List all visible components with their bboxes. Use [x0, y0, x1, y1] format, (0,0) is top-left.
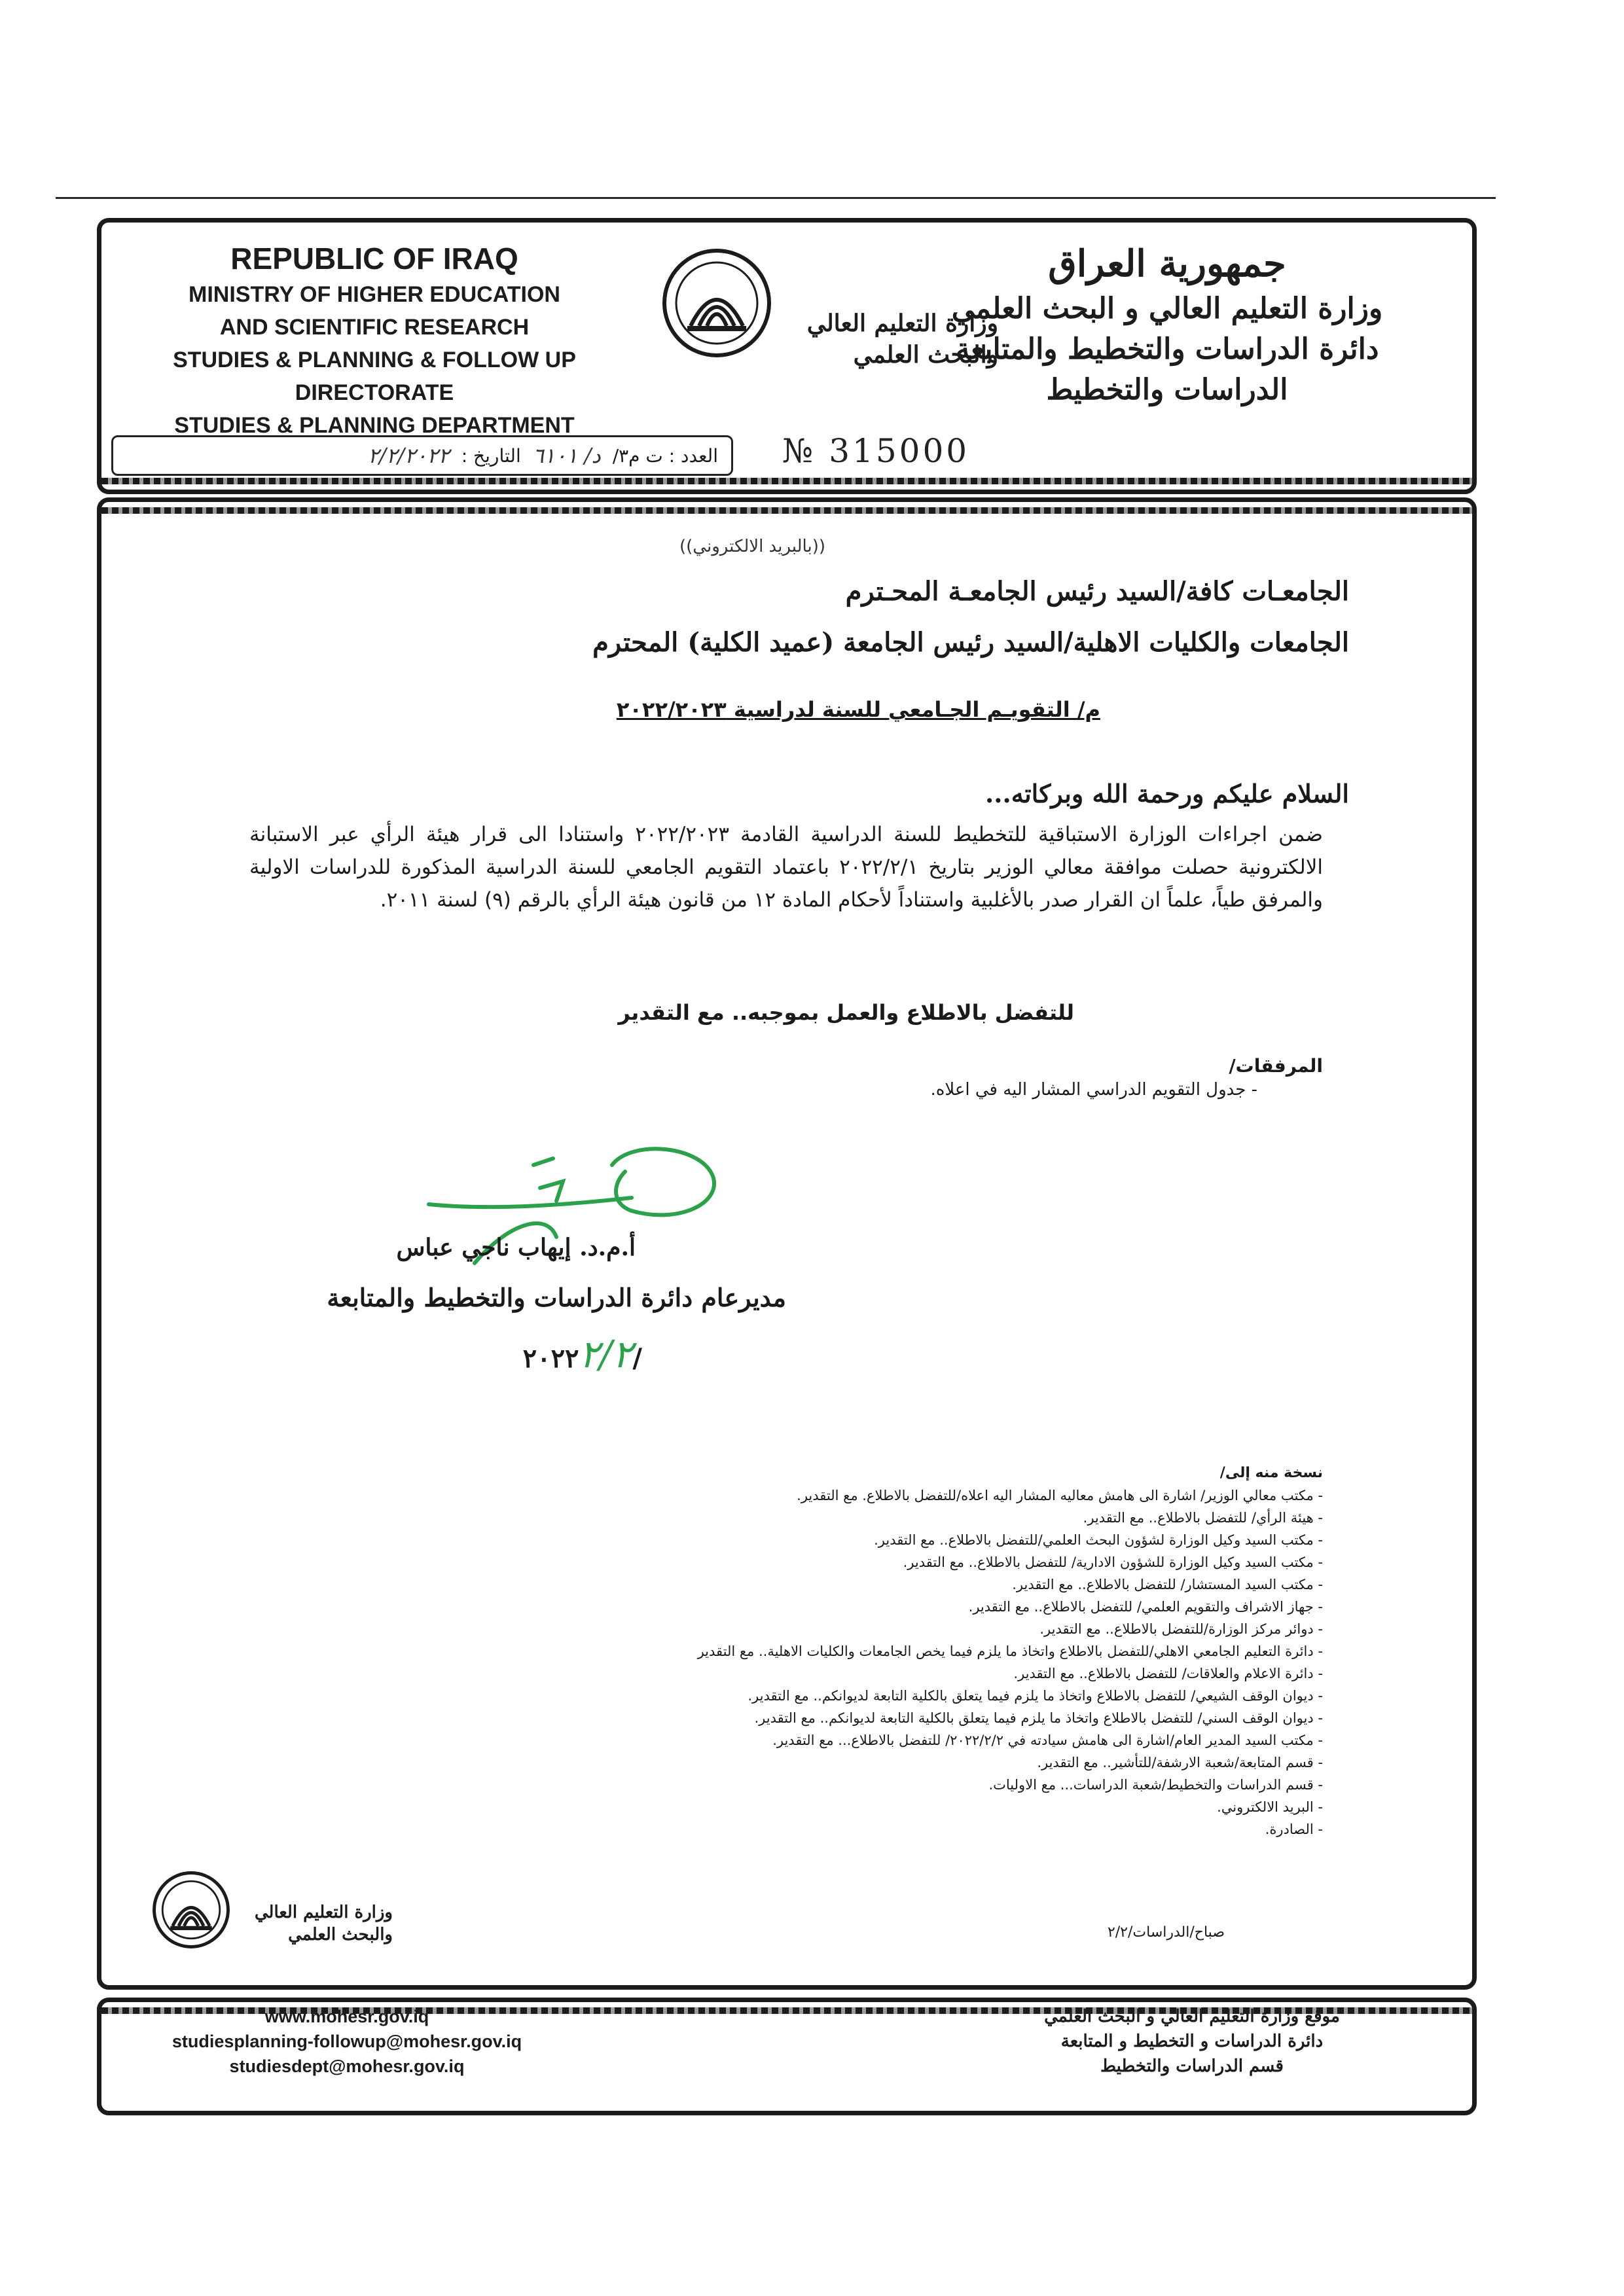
reference-strip	[111, 435, 733, 476]
footer-ar-line3: قسم الدراسات والتخطيط	[1100, 2056, 1284, 2076]
ministry-logo-icon	[661, 247, 772, 359]
en-line-republic: REPUBLIC OF IRAQ	[230, 242, 518, 276]
cc-item: - هيئة الرأي/ للتفضل بالاطلاع.. مع التقدير.	[210, 1507, 1323, 1529]
letterhead-hatch	[101, 478, 1472, 484]
cc-item: - مكتب السيد المدير العام/اشارة الى هامش سيادته في ٢٠٢٢/٢/٢/ للتفضل بالاطلاع... مع التقدير.	[210, 1729, 1323, 1751]
signature-date	[523, 1332, 642, 1376]
cc-item: - قسم الدراسات والتخطيط/شعبة الدراسات... مع الاوليات.	[210, 1774, 1323, 1796]
cc-item: - مكتب السيد وكيل الوزارة للشؤون الادارية/ للتفضل بالاطلاع.. مع التقدير.	[210, 1551, 1323, 1573]
footer-email-studies[interactable]: studiesdept@mohesr.gov.iq	[229, 2056, 465, 2076]
attachment-item: - جدول التقويم الدراسي المشار اليه في اعلاه.	[930, 1080, 1257, 1100]
cc-item: - البريد الالكتروني.	[210, 1796, 1323, 1818]
address-universities: الجامعـات كافة/السيد رئيس الجامعـة المحـترم	[845, 576, 1349, 607]
body-paragraph: ضمن اجراءات الوزارة الاستباقية للتخطيط للسنة الدراسية القادمة ٢٠٢٢/٢٠٢٣ واستنادا الى قرار هيئة الرأي عبر الاستبانة الالكترونية حصلت موافقة معالي الوزير بتاريخ ٢٠٢٢/٢/١ باعتماد التقويم الجامعي للسنة الدراسية المذكورة للدراسات الاولية والمرفق طياً، علماً ان القرار صدر بالأغلبية واستناداً لأحكام المادة ١٢ من قانون هيئة الرأي بالرقم (٩) لسنة ٢٠١١.	[249, 823, 1323, 912]
logo-caption-line1: وزارة التعليم العالي	[806, 310, 998, 337]
cc-item: - جهاز الاشراف والتقويم العلمي/ للتفضل بالاطلاع.. مع التقدير.	[210, 1596, 1323, 1618]
logo-caption	[776, 308, 998, 370]
closing-line: للتفضل بالاطلاع والعمل بموجبه.. مع التقدير	[618, 1000, 1074, 1025]
logo-footer-caption-line1: وزارة التعليم العالي	[254, 1903, 393, 1922]
ministry-logo-footer-icon	[152, 1871, 230, 1949]
cc-list	[210, 1484, 1323, 1840]
signature-date-printed: /٢٠٢٢	[522, 1343, 642, 1374]
cc-item: - مكتب معالي الوزير/ اشارة الى هامش معاليه المشار اليه اعلاه/للتفضل بالاطلاع. مع التقدير.	[210, 1484, 1323, 1507]
ref-label: العدد : ت م٣/	[612, 444, 718, 467]
email-tag: ((بالبريد الالكتروني))	[679, 537, 825, 556]
internal-ref-code: صباح/الدراسات/٢/٢	[1107, 1924, 1225, 1941]
logo-footer-caption	[229, 1901, 393, 1946]
letterhead-english	[106, 239, 643, 442]
logo-footer-caption-line2: والبحث العلمي	[288, 1925, 393, 1945]
cc-item: - ديوان الوقف السني/ للتفضل بالاطلاع واتخاذ ما يلزم فيما يتعلق بالكلية التابعة لديوانكم.. مع التقدير.	[210, 1707, 1323, 1729]
cc-item: - دوائر مركز الوزارة/للتفضل بالاطلاع.. مع التقدير.	[210, 1618, 1323, 1640]
cc-item: - دائرة الاعلام والعلاقات/ للتفضل بالاطلاع.. مع التقدير.	[210, 1662, 1323, 1685]
date-handwritten: ٢/٢/٢٠٢٢	[368, 443, 450, 468]
attachments-label: المرفقات/	[1229, 1055, 1323, 1077]
top-rule	[56, 197, 1496, 199]
address-private-colleges: الجامعات والكليات الاهلية/السيد رئيس الجامعة (عميد الكلية) المحترم	[592, 627, 1349, 658]
ar-line-republic: جمهورية العراق	[1048, 242, 1286, 285]
footer-ar-line2: دائرة الدراسات و التخطيط و المتابعة	[1060, 2032, 1324, 2051]
footer-website-link[interactable]: www.mohesr.gov.iq	[264, 2007, 429, 2026]
cc-item: - مكتب السيد المستشار/ للتفضل بالاطلاع.. مع التقدير.	[210, 1573, 1323, 1596]
logo-caption-line2: والبحث العلمي	[853, 341, 998, 368]
document-number: № 315000	[782, 432, 970, 470]
body-hatch-top	[101, 507, 1472, 514]
cc-item: - قسم المتابعة/شعبة الارشفة/للتأشير.. مع التقدير.	[210, 1751, 1323, 1774]
footer-email-followup[interactable]: studiesplanning-followup@mohesr.gov.iq	[171, 2032, 522, 2051]
ar-line-department: الدراسات والتخطيط	[1046, 373, 1288, 406]
cc-item: - مكتب السيد وكيل الوزارة لشؤون البحث العلمي/للتفضل بالاطلاع.. مع التقدير.	[210, 1529, 1323, 1551]
cc-label: نسخة منه إلى/	[1219, 1465, 1323, 1481]
en-line-ministry: MINISTRY OF HIGHER EDUCATION	[189, 282, 560, 307]
greeting: السلام عليكم ورحمة الله وبركاته...	[985, 779, 1349, 808]
cc-item: - ديوان الوقف الشيعي/ للتفضل بالاطلاع واتخاذ ما يلزم فيما يتعلق بالكلية التابعة لديوانكم.. مع التقدير.	[210, 1685, 1323, 1707]
en-line-directorate: STUDIES & PLANNING & FOLLOW UP DIRECTORATE	[173, 348, 576, 405]
en-line-department: STUDIES & PLANNING DEPARTMENT	[174, 413, 575, 438]
ref-number-handwritten: د/ ٦١٠١	[532, 443, 601, 468]
en-line-research: AND SCIENTIFIC RESEARCH	[219, 315, 530, 340]
footer-english	[124, 2004, 569, 2079]
signatory-name: أ.م.د. إيهاب ناجي عباس	[396, 1234, 636, 1261]
cc-item: - الصادرة.	[210, 1818, 1323, 1840]
ar-line-ministry: وزارة التعليم العالي و البحث العلمي	[951, 292, 1383, 325]
date-label: التاريخ :	[461, 444, 521, 467]
footer-arabic	[963, 2004, 1421, 2079]
cc-item: - دائرة التعليم الجامعي الاهلي/للتفضل بالاطلاع واتخاذ ما يلزم فيما يخص الجامعات والكليات الاهلية.. مع التقدير	[210, 1640, 1323, 1662]
signatory-title: مديرعام دائرة الدراسات والتخطيط والمتابعة	[327, 1283, 786, 1312]
ar-line-directorate: دائرة الدراسات والتخطيط والمتابعة	[955, 332, 1379, 366]
signature-date-handwritten: ٢/٢	[579, 1332, 633, 1376]
letter-subject: م/ التقويـم الجـامعي للسنة لدراسية ٢٠٢٢/٢٠٢٣	[616, 697, 1100, 722]
footer-ar-line1: موقع وزارة التعليم العالي و البحث العلمي	[1044, 2007, 1340, 2026]
